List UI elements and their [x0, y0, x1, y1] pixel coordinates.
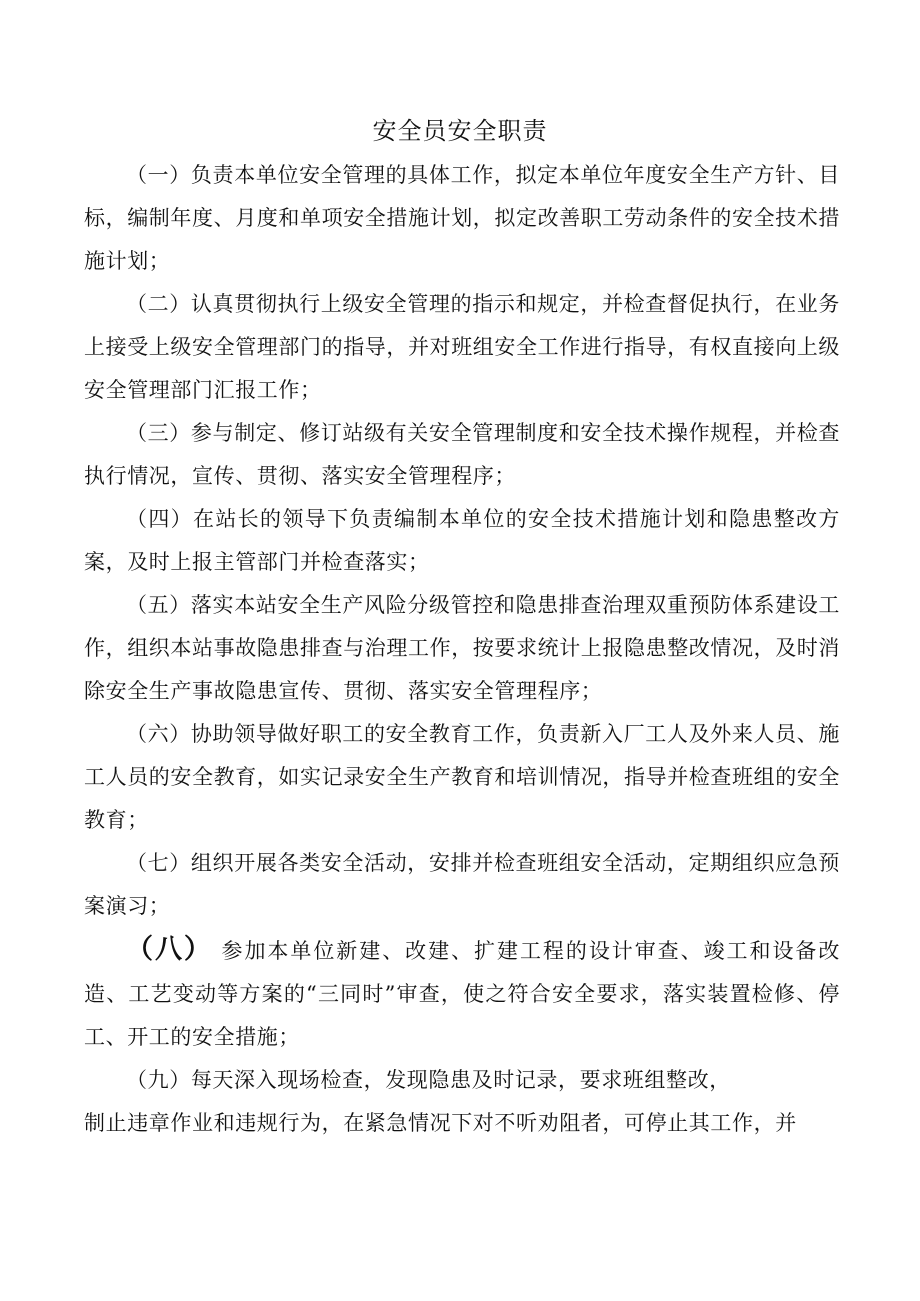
- paragraph-1: [84, 154, 840, 283]
- item-number: （二）: [126, 292, 191, 316]
- item-text: 认真贯彻执行上级安全管理的指示和规定，并检查督促执行，在业务上接受上级安全管理部门的指导，并对班组安全工作进行指导，有权直接向上级安全管理部门汇报工作；: [84, 292, 840, 402]
- item-number: （三）: [126, 421, 191, 445]
- paragraph-4: [84, 498, 840, 584]
- item-number: （七）: [126, 851, 191, 875]
- item-number: （五）: [126, 593, 191, 617]
- item-text: 每天深入现场检查，发现隐患及时记录，要求班组整改，: [190, 1068, 731, 1092]
- paragraph-5: [84, 584, 840, 713]
- item-number: （一）: [126, 163, 191, 187]
- item-text: 组织开展各类安全活动，安排并检查班组安全活动，定期组织应急预案演习；: [84, 851, 840, 918]
- item-text: 协助领导做好职工的安全教育工作，负责新入厂工人及外来人员、施工人员的安全教育，如实记录安全生产教育和培训情况，指导并检查班组的安全教育；: [84, 722, 840, 832]
- paragraph-9: [84, 1059, 840, 1145]
- paragraph-3: [84, 412, 840, 498]
- paragraph-2: [84, 283, 840, 412]
- item-text: 在站长的领导下负责编制本单位的安全技术措施计划和隐患整改方案，及时上报主管部门并检查落实；: [84, 507, 840, 574]
- item-number: （八）: [126, 934, 213, 965]
- document-title: 安全员安全职责: [372, 117, 548, 145]
- paragraph-7: [84, 842, 840, 928]
- paragraph-6: [84, 713, 840, 842]
- paragraph-8: [84, 928, 840, 1059]
- item-text: 参加本单位新建、改建、扩建工程的设计审查、竣工和设备改造、工艺变动等方案的“三同时”审查，使之符合安全要求，落实装置检修、停工、开工的安全措施；: [84, 939, 840, 1049]
- item-number: （九）: [126, 1068, 191, 1092]
- item-number: （四）: [126, 507, 194, 531]
- item-number: （六）: [126, 722, 191, 746]
- document-body: [84, 154, 840, 1145]
- item-text: 落实本站安全生产风险分级管控和隐患排查治理双重预防体系建设工作，组织本站事故隐患排查与治理工作，按要求统计上报隐患整改情况，及时消除安全生产事故隐患宣传、贯彻、落实安全管理程序；: [84, 593, 840, 703]
- item-text: 负责本单位安全管理的具体工作，拟定本单位年度安全生产方针、目标，编制年度、月度和单项安全措施计划，拟定改善职工劳动条件的安全技术措施计划；: [84, 163, 840, 273]
- item-text-continued: 制止违章作业和违规行为，在紧急情况下对不听劝阻者，可停止其工作，并: [84, 1111, 797, 1135]
- item-text: 参与制定、修订站级有关安全管理制度和安全技术操作规程，并检查执行情况，宣传、贯彻、落实安全管理程序；: [84, 421, 840, 488]
